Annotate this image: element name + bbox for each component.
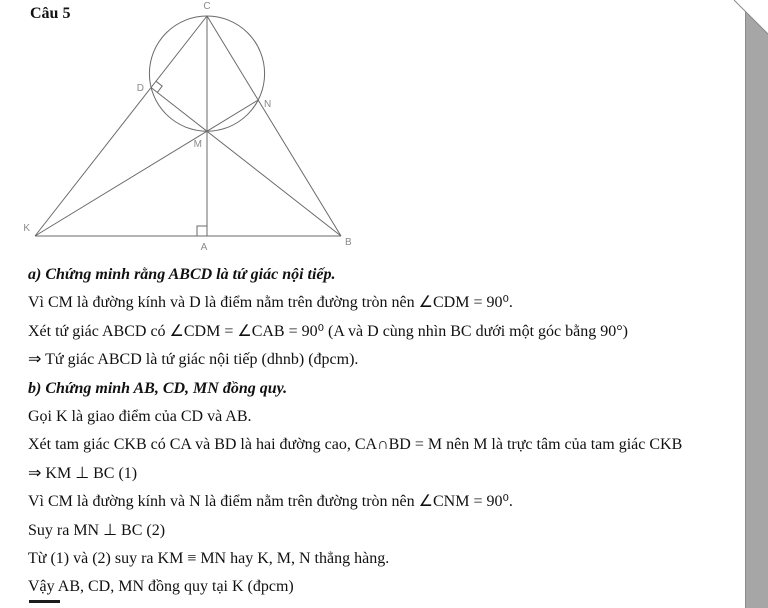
label-C: C xyxy=(203,1,211,12)
question-title: Câu 5 xyxy=(30,5,71,22)
solution-line: ⇒ Tứ giác ABCD là tứ giác nội tiếp (dhnb) (đpcm). xyxy=(28,351,359,369)
solution-heading-a: a) Chứng minh rằng ABCD là tứ giác nội tiếp. xyxy=(28,266,336,283)
solution-text xyxy=(28,261,734,602)
solution-line: Xét tam giác CKB có CA và BD là hai đường cao, CA∩BD = M nên M là trực tâm của tam giác CKB xyxy=(28,436,683,454)
label-A: A xyxy=(200,242,208,253)
page-corner-fold xyxy=(728,0,768,40)
label-B: B xyxy=(345,237,352,248)
solution-line: Xét tứ giác ABCD có ∠CDM = ∠CAB = 90⁰ (A và D cùng nhìn BC dưới một góc bằng 90°) xyxy=(28,322,628,340)
right-angle-mark-A xyxy=(197,226,207,236)
segment-BD xyxy=(151,88,341,237)
geometry-figure xyxy=(0,0,400,256)
label-D: D xyxy=(136,83,144,94)
solution-heading-b: b) Chứng minh AB, CD, MN đồng quy. xyxy=(28,379,288,397)
solution-line: Gọi K là giao điểm của CD và AB. xyxy=(28,408,252,426)
solution-line: Vậy AB, CD, MN đồng quy tại K (đpcm) xyxy=(28,578,294,596)
page-edge-strip xyxy=(745,0,768,608)
solution-line: ⇒ KM ⊥ BC (1) xyxy=(28,464,138,482)
label-N: N xyxy=(264,99,272,110)
label-M: M xyxy=(193,139,202,150)
right-angle-mark-D xyxy=(156,81,162,92)
solution-line: Vì CM là đường kính và D là điểm nằm trên đường tròn nên ∠CDM = 90⁰. xyxy=(28,294,513,312)
solution-line: Từ (1) và (2) suy ra KM ≡ MN hay K, M, N thẳng hàng. xyxy=(28,550,390,568)
cutoff-rule xyxy=(29,600,60,603)
solution-line: Suy ra MN ⊥ BC (2) xyxy=(28,521,166,539)
segment-KC xyxy=(35,16,207,236)
solution-line: Vì CM là đường kính và N là điểm nằm trên đường tròn nên ∠CNM = 90⁰. xyxy=(28,493,513,511)
segment-CB xyxy=(207,16,341,236)
label-K: K xyxy=(23,223,30,234)
segment-KN xyxy=(35,100,258,236)
